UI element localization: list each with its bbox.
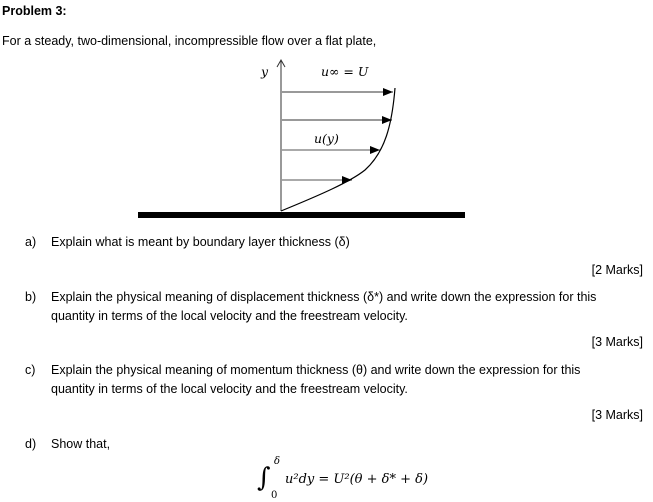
question-b-line-1: Explain the physical meaning of displacement thickness (δ*) and write down the expression for this — [51, 290, 597, 304]
profile-label: u(y) — [314, 131, 339, 146]
question-c-line-2: quantity in terms of the local velocity and the freestream velocity. — [51, 382, 408, 396]
question-a-letter: a) — [25, 235, 37, 249]
integral-sign: ∫ — [257, 463, 271, 493]
question-d-text: Show that, — [51, 437, 111, 451]
question-d-letter: d) — [25, 437, 37, 451]
intro-text: For a steady, two-dimensional, incompressible flow over a flat plate, — [2, 34, 377, 48]
question-c-letter: c) — [25, 363, 36, 377]
question-c-marks: [3 Marks] — [591, 408, 643, 422]
freestream-label: u∞ = U — [321, 64, 369, 79]
question-b-marks: [3 Marks] — [591, 335, 643, 349]
equation-body: u²dy = U²(θ + δ* + δ) — [285, 472, 429, 487]
y-axis-label: y — [261, 64, 269, 79]
question-b-line-2: quantity in terms of the local velocity and the freestream velocity. — [51, 309, 408, 323]
question-a-text: Explain what is meant by boundary layer thickness (δ) — [51, 235, 350, 249]
question-c-line-1: Explain the physical meaning of momentum thickness (θ) and write down the expression for this — [51, 363, 581, 377]
integral-lower-limit: 0 — [271, 490, 278, 501]
integral-upper-limit: δ — [274, 456, 281, 467]
question-a-marks: [2 Marks] — [591, 263, 643, 277]
problem-title: Problem 3: — [2, 4, 67, 18]
question-b-letter: b) — [25, 290, 37, 304]
flat-plate — [138, 212, 465, 218]
